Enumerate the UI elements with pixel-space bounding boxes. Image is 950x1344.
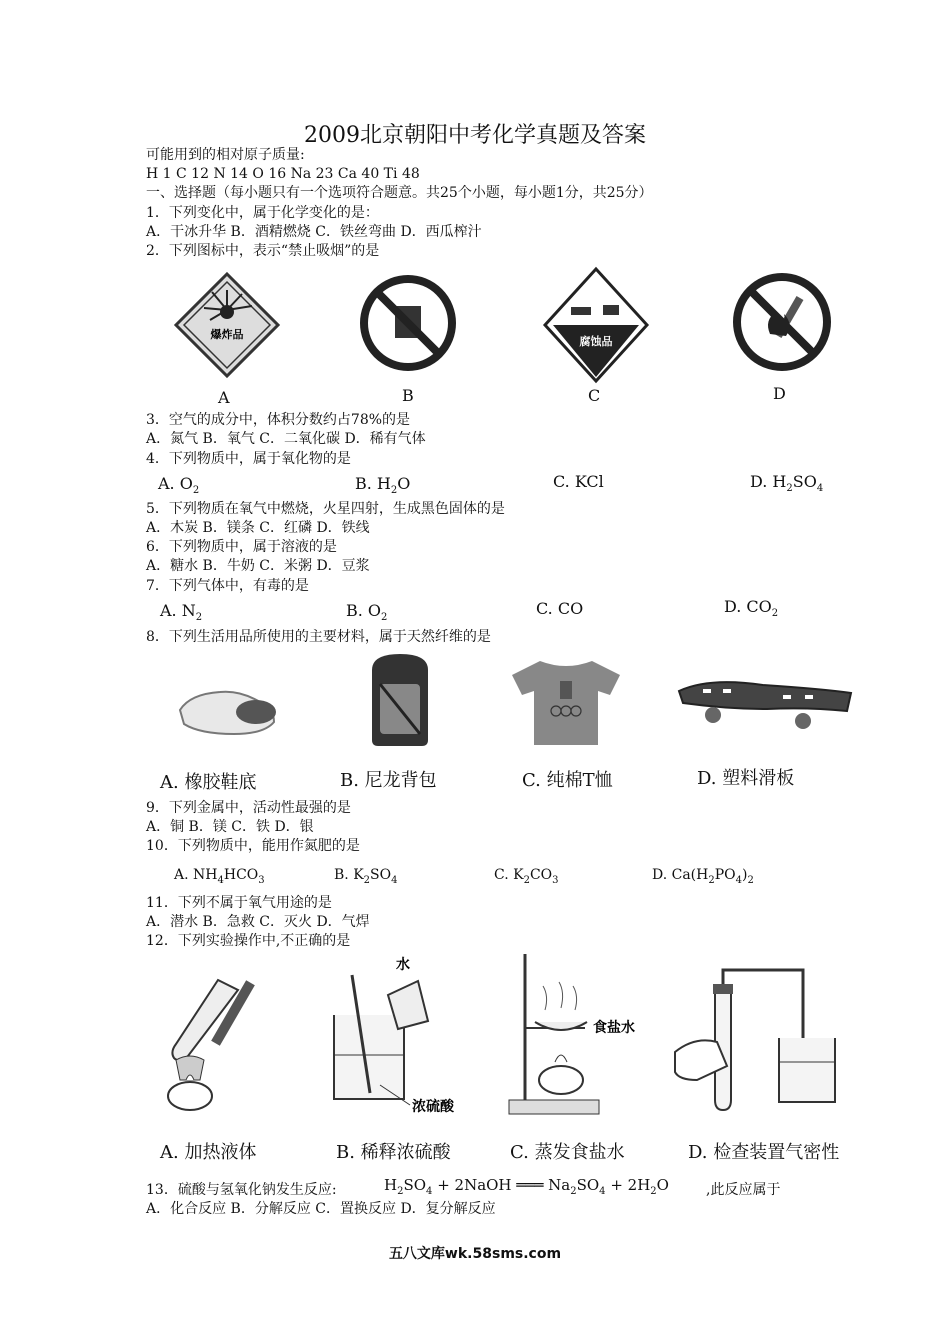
q10-stem: 10．下列物质中，能用作氮肥的是 <box>146 838 360 854</box>
q9-stem: 9．下列金属中，活动性最强的是 <box>146 800 351 816</box>
q3-options: A．氮气 B．氧气 C．二氧化碳 D．稀有气体 <box>146 431 426 447</box>
q8-caption-c: C. 纯棉T恤 <box>522 770 613 791</box>
q9-options: A．铜 B．镁 C．铁 D．银 <box>146 819 314 835</box>
q1-stem: 1．下列变化中，属于化学变化的是： <box>146 205 379 221</box>
q8-caption-d: D. 塑料滑板 <box>697 768 795 789</box>
q8-caption-b: B. 尼龙背包 <box>340 770 437 791</box>
q10-option-c: C. $K_2CO_3$ <box>494 867 559 886</box>
q12-caption-c: C. 蒸发食盐水 <box>510 1142 625 1163</box>
cotton-tshirt-icon <box>510 655 622 749</box>
q12-caption-a: A. 加热液体 <box>160 1142 257 1163</box>
no-smoking-sign-icon <box>730 270 834 374</box>
q6-stem: 6．下列物质中，属于溶液的是 <box>146 539 337 555</box>
q4-option-d: D. $H_2SO_4$ <box>750 472 824 495</box>
airtightness-check-apparatus-icon <box>675 962 845 1122</box>
q12-stem: 12．下列实验操作中,不正确的是 <box>146 933 351 949</box>
q2-label-d: D <box>773 384 786 403</box>
q7-stem: 7．下列气体中，有毒的是 <box>146 578 309 594</box>
q2-label-b: B <box>402 386 414 405</box>
q5-stem: 5．下列物质在氧气中燃烧，火星四射，生成黑色固体的是 <box>146 501 505 517</box>
q13-options: A．化合反应 B．分解反应 C．置换反应 D．复分解反应 <box>146 1201 496 1217</box>
q10-option-d: D. $Ca(H_2PO_4)_2$ <box>652 867 754 886</box>
q2-stem: 2．下列图标中，表示“禁止吸烟”的是 <box>146 243 380 259</box>
atomic-mass-label: 可能用到的相对原子质量: <box>146 147 305 163</box>
nylon-backpack-icon <box>358 650 442 750</box>
q12-caption-b: B. 稀释浓硫酸 <box>336 1142 451 1163</box>
q7-option-b: B. $O_2$ <box>346 601 388 624</box>
evaporating-salt-water-apparatus-icon <box>505 950 655 1120</box>
sign-a-text: 爆炸品 <box>210 328 244 341</box>
footer-watermark: 五八文库wk.58sms.com <box>388 1246 562 1262</box>
q4-option-b: B. $H_2O$ <box>355 474 411 497</box>
sign-c-text: 腐蚀品 <box>579 335 613 348</box>
q10-option-a: A. $NH_4HCO_3$ <box>174 867 265 886</box>
q4-stem: 4．下列物质中，属于氧化物的是 <box>146 451 351 467</box>
rubber-shoe-icon <box>176 680 278 740</box>
acid-label: 浓硫酸 <box>412 1099 454 1115</box>
q4-option-a: A. $O_2$ <box>158 474 200 497</box>
q2-label-c: C <box>588 386 601 405</box>
q8-stem: 8．下列生活用品所使用的主要材料，属于天然纤维的是 <box>146 629 491 645</box>
q3-stem: 3．空气的成分中，体积分数约占78%的是 <box>146 412 411 428</box>
q8-caption-a: A. 橡胶鞋底 <box>160 772 257 793</box>
q7-option-a: A. $N_2$ <box>160 601 203 624</box>
q11-options: A．潜水 B．急救 C．灭火 D．气焊 <box>146 914 370 930</box>
page-title: 2009北京朝阳中考化学真题及答案 <box>304 123 646 148</box>
q6-options: A．糖水 B．牛奶 C．米粥 D．豆浆 <box>146 558 370 574</box>
q7-option-d: D. $CO_2$ <box>724 597 779 620</box>
q5-options: A．木炭 B．镁条 C．红磷 D．铁线 <box>146 520 370 536</box>
section-heading: 一、选择题（每小题只有一个选项符合题意。共25个小题，每小题1分，共25分） <box>146 185 653 201</box>
q13-stem: 13．硫酸与氢氧化钠发生反应: <box>146 1182 337 1198</box>
q10-option-b: B. $K_2SO_4$ <box>334 867 398 886</box>
q12-caption-d: D. 检查装置气密性 <box>688 1142 840 1163</box>
q13-equation: $H_2SO_4$ + 2NaOH ═══ $Na_2SO_4 + 2H_2O$ <box>384 1176 669 1197</box>
q4-option-c: C. KCl <box>553 472 604 491</box>
q7-option-c: C. CO <box>536 599 584 618</box>
atomic-masses: H 1 C 12 N 14 O 16 Na 23 Ca 40 Ti 48 <box>146 166 420 182</box>
explosive-sign-icon <box>172 270 282 380</box>
q13-tail: ,此反应属于 <box>706 1182 781 1198</box>
q11-stem: 11．下列不属于氧气用途的是 <box>146 895 332 911</box>
no-stacking-sign-icon <box>357 272 459 374</box>
water-label: 水 <box>396 957 410 973</box>
salt-label: 食盐水 <box>593 1020 635 1036</box>
q1-options: A．干冰升华 B．酒精燃烧 C．铁丝弯曲 D．西瓜榨汁 <box>146 224 482 240</box>
q2-label-a: A <box>218 388 230 407</box>
heating-liquid-apparatus-icon <box>158 968 284 1118</box>
plastic-skateboard-icon <box>673 667 853 737</box>
diluting-acid-apparatus-icon <box>330 955 480 1115</box>
corrosive-sign-icon <box>541 265 651 385</box>
